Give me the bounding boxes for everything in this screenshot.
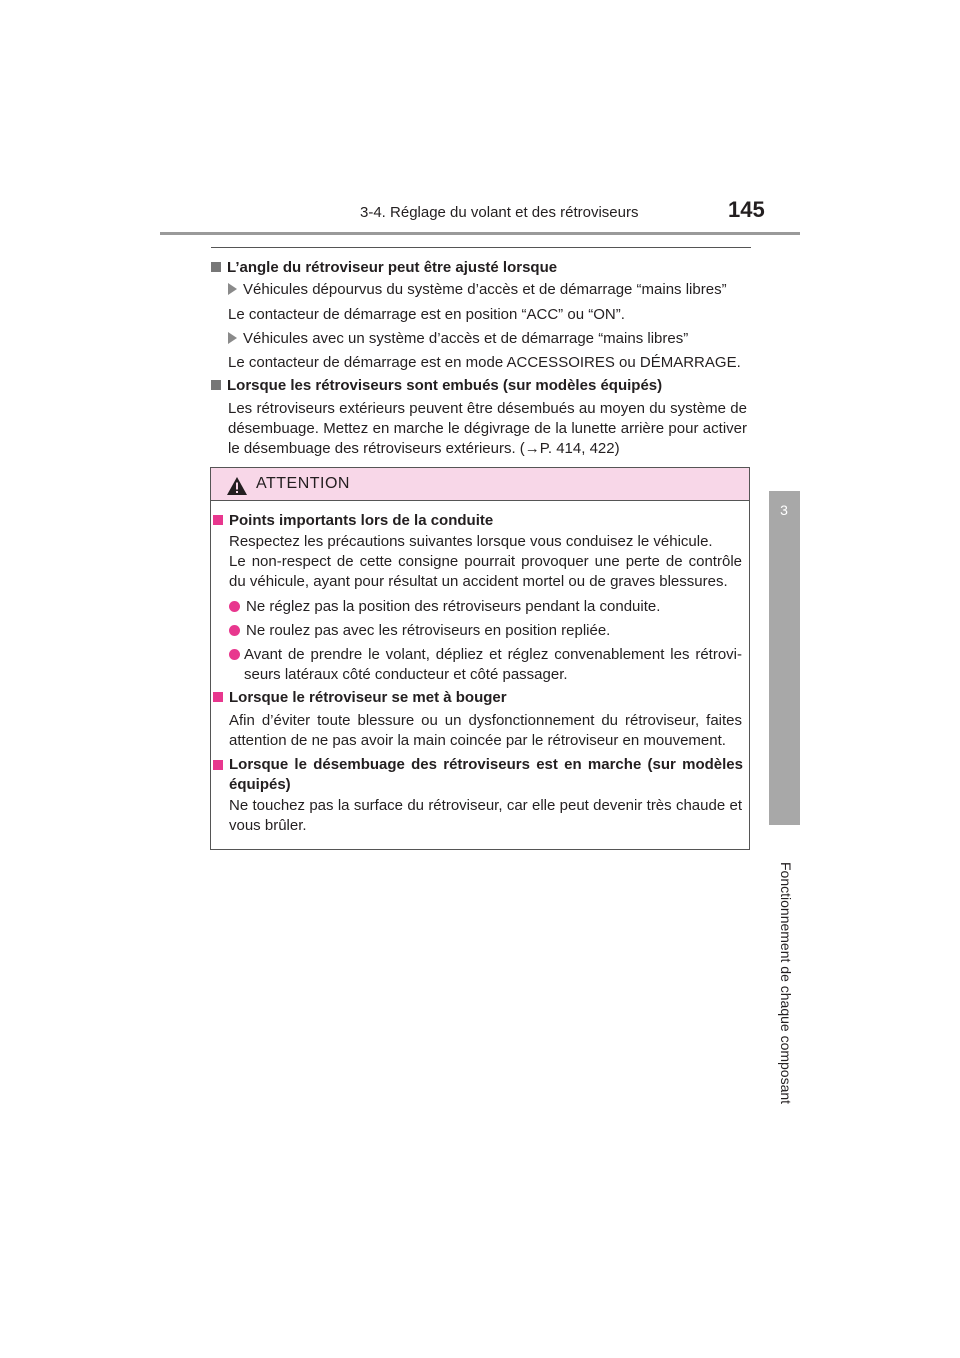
square-bullet-icon [213, 692, 223, 702]
page-number: 145 [728, 197, 765, 222]
header-section-title: 3-4. Réglage du volant et des rétroviseurs [360, 204, 639, 221]
list-item: Avant de prendre le volant, dépliez et réglez convenablement les rétrovi-seurs latéraux côté conducteur et côté passager. [229, 645, 742, 685]
content-rule [211, 247, 751, 248]
paragraph: Afin d’éviter toute blessure ou un dysfonctionnement du rétroviseur, faites attention de ne pas avoir la main coincée par le rétroviseur en mouvement. [229, 712, 742, 749]
warning-header [211, 468, 749, 501]
warning-triangle-icon [227, 477, 247, 495]
header-rule [160, 232, 800, 235]
triangle-bullet-icon [228, 283, 237, 295]
paragraph: Les rétroviseurs extérieurs peuvent être désembués au moyen du système de désembuage. Mettez en marche le dégivrage de la lunette arrière pour activer le désembuage des rétroviseurs extérieurs. (→P. 414, 422) [228, 400, 747, 457]
square-bullet-icon [213, 760, 223, 770]
square-bullet-icon [211, 262, 221, 272]
paragraph: Respectez les précautions suivantes lorsque vous conduisez le véhicule. [229, 533, 713, 550]
list-item: Ne roulez pas avec les rétroviseurs en position repliée. [229, 621, 742, 641]
dot-bullet-icon [229, 649, 240, 660]
chapter-tab-number: 3 [780, 502, 788, 518]
section-heading-mirror-angle: L’angle du rétroviseur peut être ajusté lorsque [211, 258, 751, 278]
chapter-tab-label: Fonctionnement de chaque composant [778, 862, 794, 1105]
list-item: Véhicules dépourvus du système d’accès et de démarrage “mains libres” [228, 280, 748, 300]
paragraph: Ne touchez pas la surface du rétroviseur, car elle peut devenir très chaude et vous brûler. [229, 797, 742, 834]
paragraph: Le contacteur de démarrage est en position “ACC” ou “ON”. [228, 306, 625, 323]
list-item: Ne réglez pas la position des rétroviseurs pendant la conduite. [229, 597, 742, 617]
square-bullet-icon [213, 515, 223, 525]
warning-heading-defogger-on: Lorsque le désembuage des rétroviseurs est en marche (sur modèles équipés) [213, 755, 743, 795]
triangle-bullet-icon [228, 332, 237, 344]
warning-heading-driving: Points importants lors de la conduite [213, 511, 743, 531]
square-bullet-icon [211, 380, 221, 390]
warning-title: ATTENTION [256, 475, 350, 492]
paragraph: Le non-respect de cette consigne pourrait provoquer une perte de contrôle du véhicule, ayant pour résultat un accident mortel ou de graves blessures. [229, 553, 742, 590]
dot-bullet-icon [229, 601, 240, 612]
paragraph: Le contacteur de démarrage est en mode ACCESSOIRES ou DÉMARRAGE. [228, 354, 741, 371]
list-item: Véhicules avec un système d’accès et de démarrage “mains libres” [228, 329, 748, 349]
section-heading-fogged-mirrors: Lorsque les rétroviseurs sont embués (sur modèles équipés) [211, 376, 751, 396]
dot-bullet-icon [229, 625, 240, 636]
chapter-tab [769, 491, 800, 825]
warning-heading-mirror-moving: Lorsque le rétroviseur se met à bouger [213, 688, 743, 708]
